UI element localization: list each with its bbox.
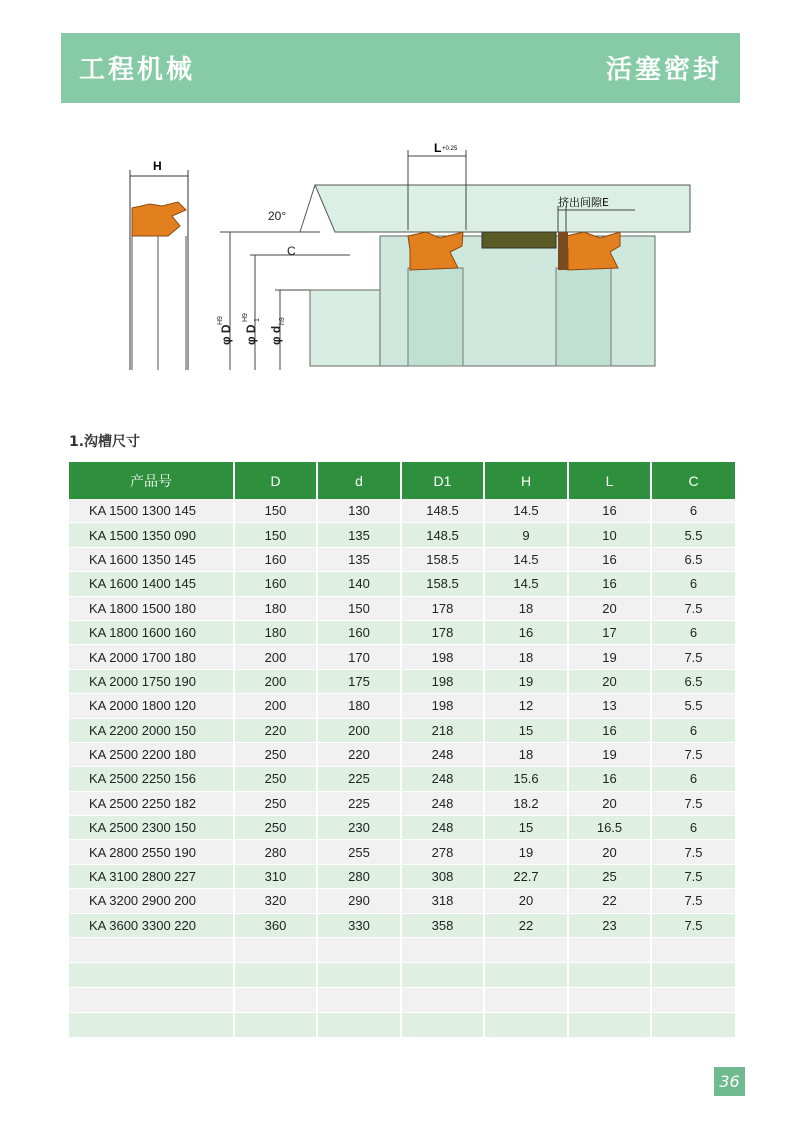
table-cell: 280 — [317, 864, 401, 888]
table-cell: 160 — [234, 572, 317, 596]
table-row — [69, 645, 735, 669]
table-cell: 20 — [568, 840, 651, 864]
label-phid-sub: h9 — [279, 317, 286, 325]
table-row-empty — [69, 963, 735, 988]
table-cell: 18.2 — [484, 791, 568, 815]
table-cell: 6 — [651, 816, 735, 840]
table-cell: 18 — [484, 645, 568, 669]
table-cell: 150 — [234, 499, 317, 523]
table-cell-empty — [568, 938, 651, 963]
table-cell: 290 — [317, 889, 401, 913]
table-cell: 250 — [234, 742, 317, 766]
table-cell: 19 — [568, 645, 651, 669]
table-cell-empty — [651, 963, 735, 988]
table-row — [69, 596, 735, 620]
product-number-cell: KA 1600 1350 145 — [69, 547, 234, 571]
table-row-empty — [69, 938, 735, 963]
table-row — [69, 864, 735, 888]
label-L: L — [434, 141, 442, 155]
label-extrusion-gap: 挤出间隙E — [558, 196, 609, 209]
product-number-cell: KA 3100 2800 227 — [69, 864, 234, 888]
table-row — [69, 791, 735, 815]
table-cell: 6.5 — [651, 547, 735, 571]
table-cell: 6 — [651, 718, 735, 742]
table-cell: 148.5 — [401, 523, 484, 547]
table-row-empty — [69, 988, 735, 1013]
table-cell-empty — [568, 1013, 651, 1038]
table-row — [69, 523, 735, 547]
table-cell: 15 — [484, 816, 568, 840]
label-phid: φ d — [269, 325, 283, 345]
product-number-cell: KA 3200 2900 200 — [69, 889, 234, 913]
table-cell: 6 — [651, 767, 735, 791]
table-cell-empty — [234, 963, 317, 988]
table-cell: 16 — [568, 547, 651, 571]
label-H: H — [153, 159, 162, 173]
table-cell: 198 — [401, 694, 484, 718]
seal-cross-section — [130, 159, 188, 370]
table-row — [69, 889, 735, 913]
table-cell-empty — [317, 963, 401, 988]
table-cell: 22.7 — [484, 864, 568, 888]
table-cell-empty — [317, 988, 401, 1013]
table-cell: 180 — [234, 620, 317, 644]
page-header — [61, 33, 740, 103]
table-cell: 150 — [234, 523, 317, 547]
table-cell: 178 — [401, 596, 484, 620]
groove-dimension-table — [69, 462, 735, 1038]
table-row — [69, 620, 735, 644]
table-cell: 225 — [317, 767, 401, 791]
page-number: 36 — [714, 1067, 745, 1096]
col-header-D: D — [234, 462, 317, 499]
table-cell: 218 — [401, 718, 484, 742]
table-cell: 170 — [317, 645, 401, 669]
table-cell: 148.5 — [401, 499, 484, 523]
table-row — [69, 816, 735, 840]
table-cell-empty — [568, 988, 651, 1013]
label-phiD: φ D — [219, 324, 233, 345]
table-cell: 7.5 — [651, 913, 735, 937]
table-cell: 158.5 — [401, 572, 484, 596]
table-cell: 20 — [568, 669, 651, 693]
table-cell-empty — [401, 1013, 484, 1038]
table-cell: 23 — [568, 913, 651, 937]
table-cell: 6 — [651, 499, 735, 523]
table-cell: 330 — [317, 913, 401, 937]
piston-assembly — [300, 141, 690, 366]
table-cell: 5.5 — [651, 694, 735, 718]
table-cell: 7.5 — [651, 645, 735, 669]
table-cell: 7.5 — [651, 791, 735, 815]
table-cell: 200 — [234, 669, 317, 693]
table-cell: 19 — [484, 669, 568, 693]
table-cell: 18 — [484, 742, 568, 766]
product-number-cell: KA 2000 1800 120 — [69, 694, 234, 718]
product-number-cell: KA 2800 2550 190 — [69, 840, 234, 864]
table-cell-empty — [69, 963, 234, 988]
table-row — [69, 840, 735, 864]
table-cell: 9 — [484, 523, 568, 547]
table-cell: 19 — [568, 742, 651, 766]
table-row — [69, 718, 735, 742]
table-cell: 198 — [401, 669, 484, 693]
table-cell: 14.5 — [484, 499, 568, 523]
table-cell: 308 — [401, 864, 484, 888]
table-cell: 200 — [234, 694, 317, 718]
table-cell: 200 — [234, 645, 317, 669]
table-cell: 248 — [401, 816, 484, 840]
table-cell: 15.6 — [484, 767, 568, 791]
table-cell: 6 — [651, 572, 735, 596]
table-row — [69, 499, 735, 523]
product-type-title: 活塞密封 — [605, 55, 722, 85]
table-cell-empty — [651, 1013, 735, 1038]
table-cell: 18 — [484, 596, 568, 620]
table-cell: 278 — [401, 840, 484, 864]
product-number-cell: KA 1600 1400 145 — [69, 572, 234, 596]
table-cell: 16 — [484, 620, 568, 644]
table-row-empty — [69, 1013, 735, 1038]
table-cell: 250 — [234, 767, 317, 791]
table-cell: 180 — [317, 694, 401, 718]
table-cell: 7.5 — [651, 742, 735, 766]
table-cell-empty — [651, 938, 735, 963]
col-header-C: C — [651, 462, 735, 499]
product-number-cell: KA 3600 3300 220 — [69, 913, 234, 937]
table-cell-empty — [484, 963, 568, 988]
table-cell: 160 — [234, 547, 317, 571]
table-cell: 358 — [401, 913, 484, 937]
table-header-row — [69, 462, 735, 499]
product-number-cell: KA 1800 1600 160 — [69, 620, 234, 644]
table-cell: 160 — [317, 620, 401, 644]
label-phiD1: φ D — [244, 324, 258, 345]
table-cell-empty — [401, 938, 484, 963]
label-phiD1-sup: H9 — [242, 313, 249, 322]
table-cell: 248 — [401, 791, 484, 815]
table-cell: 16.5 — [568, 816, 651, 840]
col-header-D1: D1 — [401, 462, 484, 499]
col-header-product: 产品号 — [69, 462, 234, 499]
table-cell: 19 — [484, 840, 568, 864]
table-cell: 16 — [568, 767, 651, 791]
table-cell-empty — [651, 988, 735, 1013]
table-row — [69, 913, 735, 937]
label-L-tolerance: +0.25 — [442, 146, 458, 152]
category-title: 工程机械 — [79, 55, 196, 85]
table-cell: 248 — [401, 742, 484, 766]
seal-groove-diagram — [110, 140, 700, 380]
table-cell-empty — [317, 938, 401, 963]
product-number-cell: KA 2200 2000 150 — [69, 718, 234, 742]
table-cell: 20 — [484, 889, 568, 913]
table-cell: 130 — [317, 499, 401, 523]
col-header-H: H — [484, 462, 568, 499]
table-cell: 318 — [401, 889, 484, 913]
table-cell: 225 — [317, 791, 401, 815]
table-cell: 248 — [401, 767, 484, 791]
table-cell: 10 — [568, 523, 651, 547]
table-cell: 230 — [317, 816, 401, 840]
product-number-cell: KA 1500 1350 090 — [69, 523, 234, 547]
table-row — [69, 742, 735, 766]
table-body — [69, 499, 735, 1038]
table-cell: 25 — [568, 864, 651, 888]
section-title: 1.沟槽尺寸 — [69, 434, 141, 450]
label-angle: 20° — [268, 209, 287, 223]
table-cell: 20 — [568, 596, 651, 620]
table-cell-empty — [401, 988, 484, 1013]
table-cell: 5.5 — [651, 523, 735, 547]
table-cell: 22 — [484, 913, 568, 937]
table-cell: 220 — [317, 742, 401, 766]
table-cell: 7.5 — [651, 840, 735, 864]
table-cell: 7.5 — [651, 889, 735, 913]
product-number-cell: KA 2500 2250 156 — [69, 767, 234, 791]
col-header-d: d — [317, 462, 401, 499]
table-row — [69, 694, 735, 718]
table-cell: 198 — [401, 645, 484, 669]
product-number-cell: KA 2500 2300 150 — [69, 816, 234, 840]
table-cell: 200 — [317, 718, 401, 742]
table-cell-empty — [69, 988, 234, 1013]
table-cell: 16 — [568, 718, 651, 742]
table-cell-empty — [484, 938, 568, 963]
table-cell-empty — [317, 1013, 401, 1038]
table-cell: 158.5 — [401, 547, 484, 571]
table-cell: 180 — [234, 596, 317, 620]
product-number-cell: KA 2500 2200 180 — [69, 742, 234, 766]
table-cell: 6.5 — [651, 669, 735, 693]
table-cell-empty — [484, 988, 568, 1013]
table-cell: 250 — [234, 791, 317, 815]
product-number-cell: KA 2000 1750 190 — [69, 669, 234, 693]
table-cell: 7.5 — [651, 596, 735, 620]
table-cell: 14.5 — [484, 547, 568, 571]
table-cell: 17 — [568, 620, 651, 644]
table-cell: 178 — [401, 620, 484, 644]
table-cell: 15 — [484, 718, 568, 742]
table-cell-empty — [69, 1013, 234, 1038]
table-cell: 360 — [234, 913, 317, 937]
table-cell: 175 — [317, 669, 401, 693]
table-cell-empty — [484, 1013, 568, 1038]
table-row — [69, 547, 735, 571]
table-cell: 135 — [317, 523, 401, 547]
table-cell: 135 — [317, 547, 401, 571]
table-cell: 14.5 — [484, 572, 568, 596]
table-cell-empty — [401, 963, 484, 988]
product-number-cell: KA 1500 1300 145 — [69, 499, 234, 523]
table-cell: 6 — [651, 620, 735, 644]
table-cell: 16 — [568, 499, 651, 523]
table-cell-empty — [568, 963, 651, 988]
table-cell: 20 — [568, 791, 651, 815]
product-number-cell: KA 2500 2250 182 — [69, 791, 234, 815]
table-cell: 22 — [568, 889, 651, 913]
col-header-L: L — [568, 462, 651, 499]
table-cell: 7.5 — [651, 864, 735, 888]
table-cell: 280 — [234, 840, 317, 864]
table-cell: 255 — [317, 840, 401, 864]
table-row — [69, 669, 735, 693]
label-C: C — [287, 244, 296, 258]
table-cell: 150 — [317, 596, 401, 620]
table-cell: 310 — [234, 864, 317, 888]
table-cell-empty — [234, 1013, 317, 1038]
label-phiD1-sub: 1 — [254, 318, 261, 322]
table-cell-empty — [234, 988, 317, 1013]
table-cell: 320 — [234, 889, 317, 913]
table-cell: 250 — [234, 816, 317, 840]
table-cell-empty — [234, 938, 317, 963]
table-cell: 220 — [234, 718, 317, 742]
product-number-cell: KA 2000 1700 180 — [69, 645, 234, 669]
table-row — [69, 572, 735, 596]
label-phiD-sup: H9 — [217, 316, 224, 325]
table-cell: 12 — [484, 694, 568, 718]
table-cell-empty — [69, 938, 234, 963]
table-cell: 140 — [317, 572, 401, 596]
table-row — [69, 767, 735, 791]
table-cell: 13 — [568, 694, 651, 718]
product-number-cell: KA 1800 1500 180 — [69, 596, 234, 620]
table-cell: 16 — [568, 572, 651, 596]
